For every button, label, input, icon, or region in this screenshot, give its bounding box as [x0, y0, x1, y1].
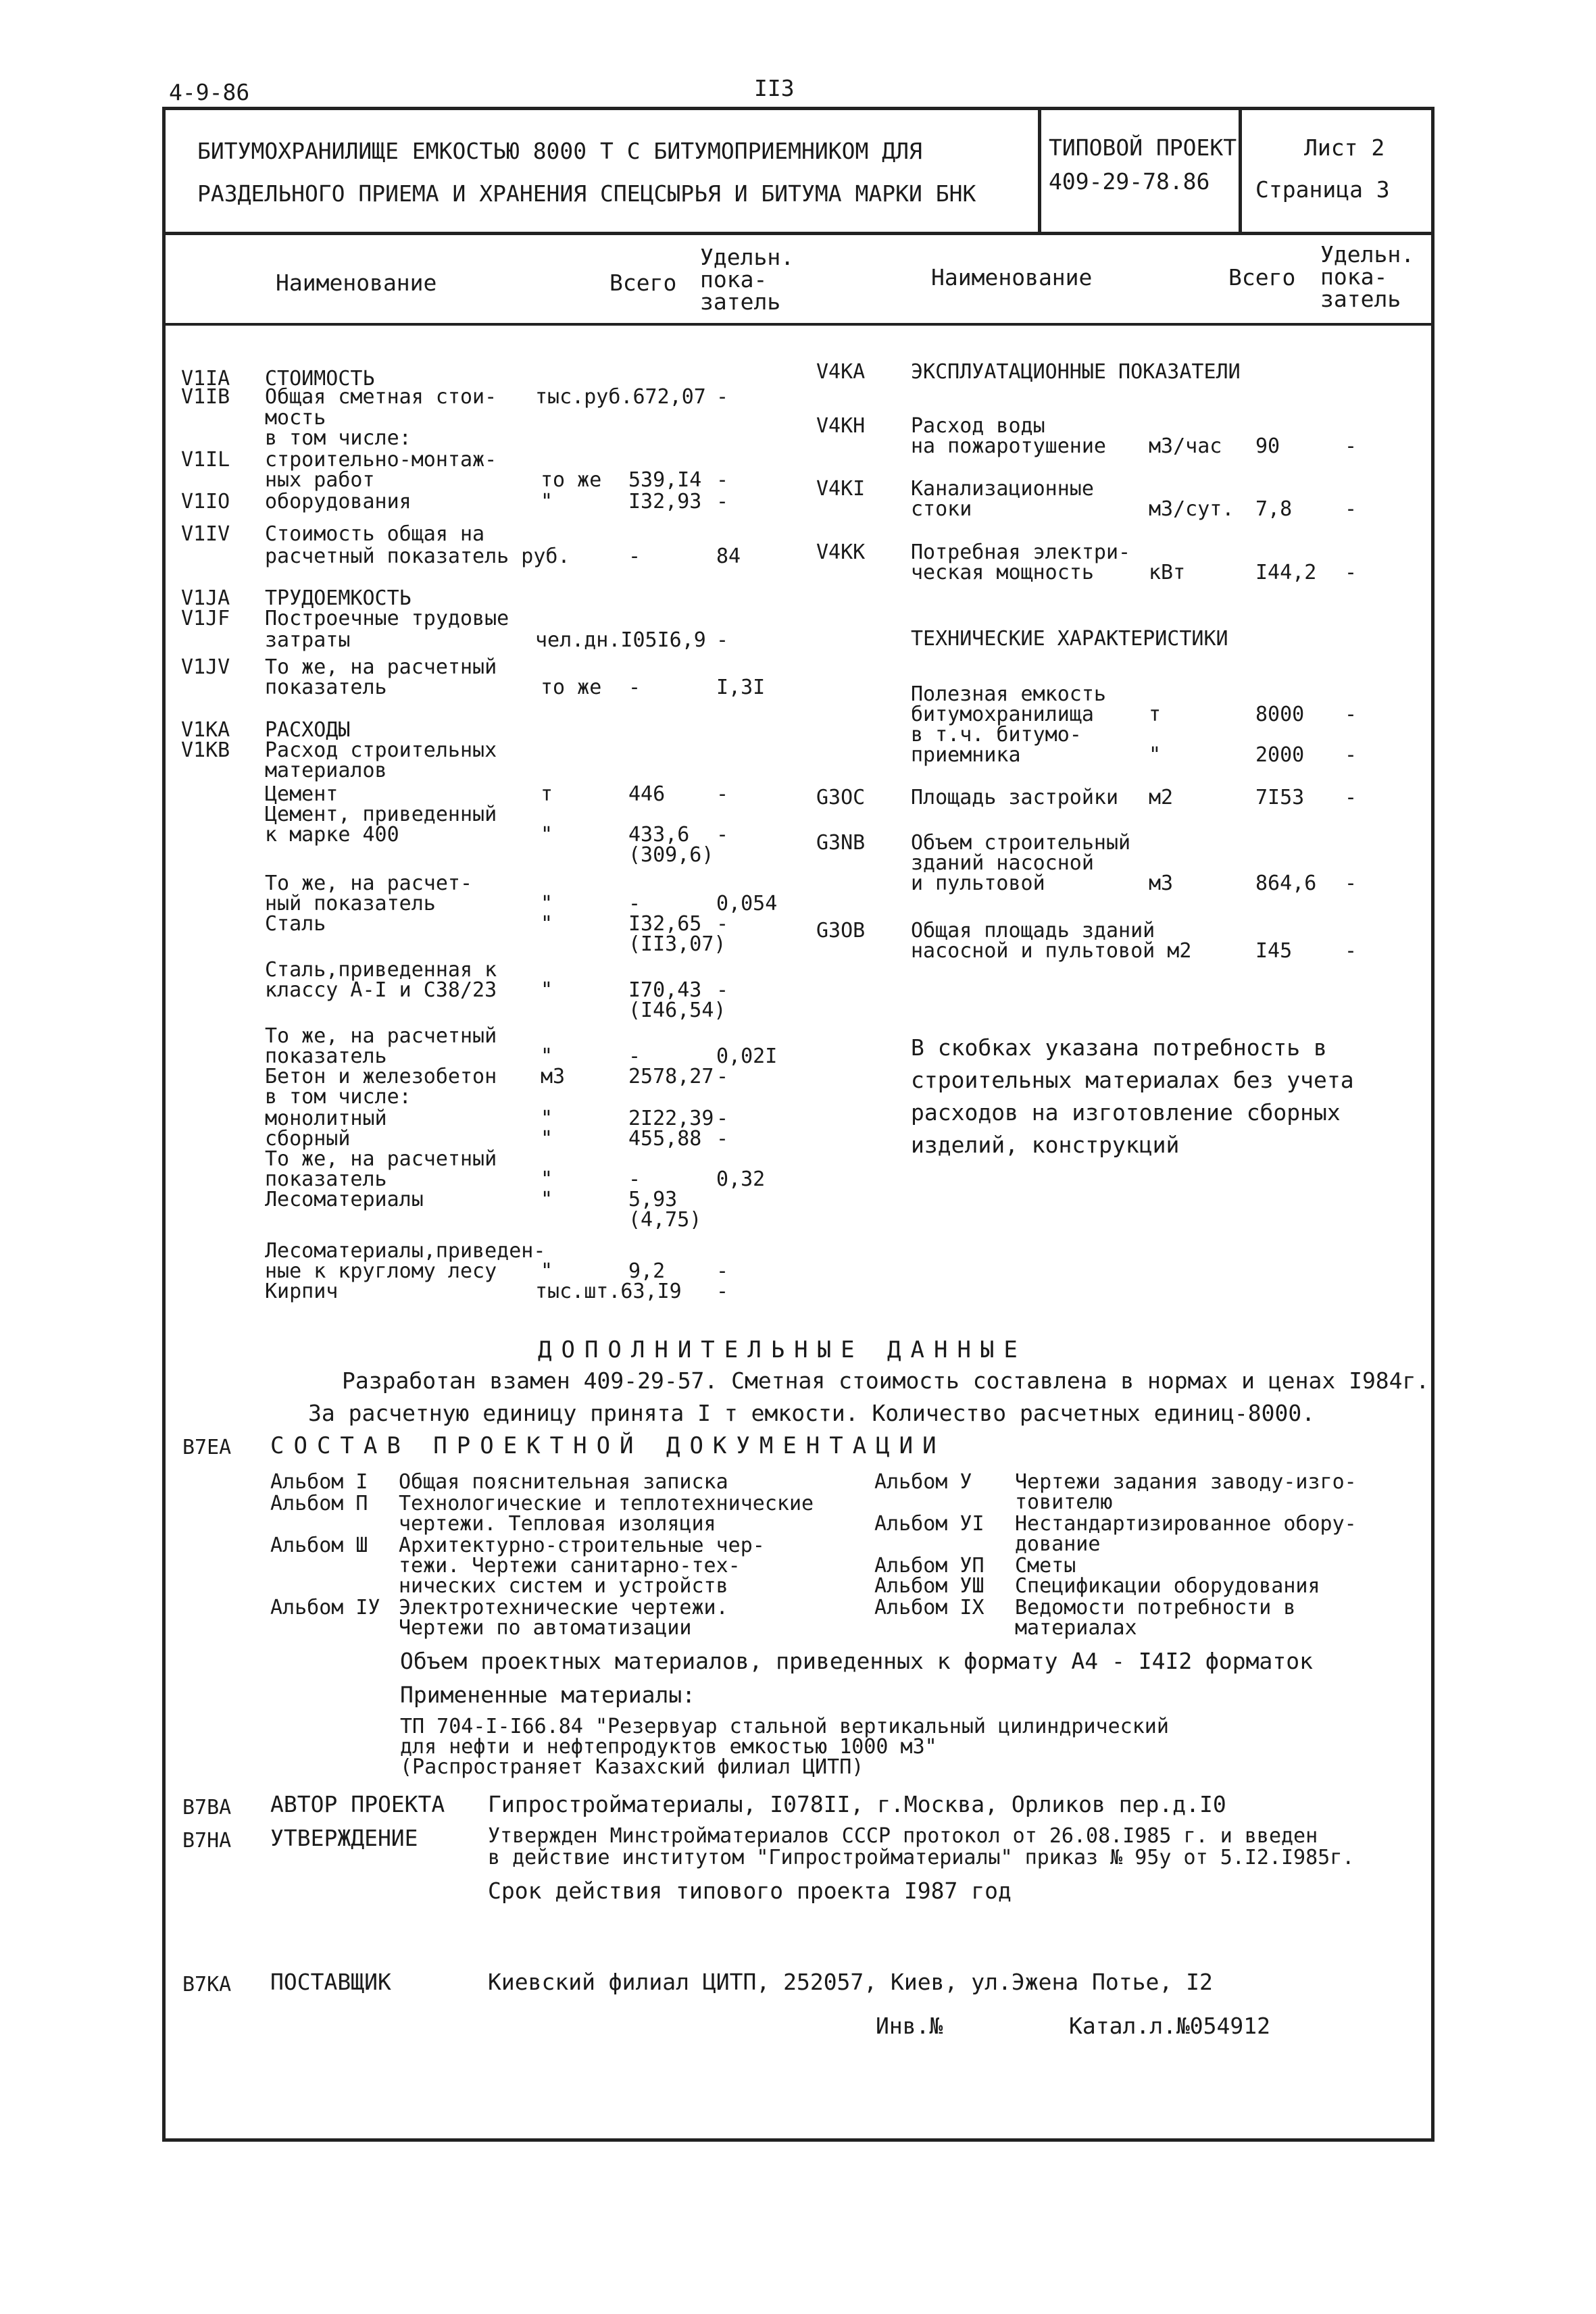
right-row-name: на пожаротушение	[911, 434, 1106, 458]
left-row-total: (309,6)	[628, 843, 714, 867]
left-row-name: ные к круглому лесу	[265, 1259, 497, 1283]
left-row-name: Цемент	[265, 782, 339, 806]
right-row-total: 8000	[1255, 703, 1305, 726]
left-row-total: -	[628, 892, 641, 915]
left-row-spec: -	[716, 912, 729, 936]
note-line-3: расходов на изготовление сборных	[911, 1099, 1341, 1126]
left-row-total: I32,93	[628, 490, 702, 513]
docs-right-text: Чертежи задания заводу-изго-	[1015, 1470, 1357, 1494]
left-row-unit: чел.дн.I05I6,9	[535, 628, 706, 652]
project-label: ТИПОВОЙ ПРОЕКТ	[1049, 134, 1237, 161]
left-row-unit: "	[541, 1188, 553, 1211]
left-row-unit: "	[541, 1259, 553, 1283]
left-row-spec: -	[716, 1127, 729, 1151]
left-row-spec: -	[716, 782, 729, 806]
catalog-number: Катал.л.№054912	[1069, 2013, 1271, 2039]
right-row-spec: -	[1345, 939, 1357, 963]
left-row-name: материалов	[265, 759, 387, 782]
right-row-name: Площадь застройки	[911, 786, 1119, 809]
left-row-unit: "	[541, 912, 553, 936]
left-row-total: -	[628, 676, 641, 699]
left-row-name: То же, на расчет-	[265, 872, 473, 895]
left-row-spec: -	[716, 1065, 729, 1088]
docs-left-album: Альбом П	[270, 1492, 368, 1515]
left-row-total: (II3,07)	[628, 932, 726, 956]
left-row-unit: "	[541, 892, 553, 915]
right-row-name: ТЕХНИЧЕСКИЕ ХАРАКТЕРИСТИКИ	[911, 627, 1228, 651]
left-row-total: I70,43	[628, 978, 702, 1002]
right-row-unit: м3/сут.	[1149, 497, 1235, 521]
title-line-2: РАЗДЕЛЬНОГО ПРИЕМА И ХРАНЕНИЯ СПЕЦСЫРЬЯ И БИТУМА МАРКИ БНК	[197, 180, 976, 207]
left-row-name: ный показатель	[265, 892, 436, 915]
left-row-code: V1JV	[181, 655, 230, 679]
left-row-name: Общая сметная стои-	[265, 385, 497, 409]
left-row-name: РАСХОДЫ	[265, 718, 351, 742]
right-row-unit: м3/час	[1149, 434, 1222, 458]
left-row-total: 433,6	[628, 823, 690, 847]
docs-applied-3: (Распространяет Казахский филиал ЦИТП)	[400, 1755, 864, 1779]
left-row-name: мость	[265, 406, 326, 430]
left-row-total: -	[628, 1045, 641, 1068]
left-row-name: ТРУДОЕМКОСТЬ	[265, 586, 412, 610]
right-row-code: V4KI	[816, 477, 866, 501]
right-row-spec: -	[1345, 497, 1357, 521]
left-row-unit: м3	[541, 1065, 566, 1088]
docs-left-text: чертежи. Тепловая изоляция	[399, 1512, 716, 1536]
left-row-code: V1IO	[181, 490, 230, 513]
right-row-name: Потребная электри-	[911, 540, 1131, 564]
left-row-code: V1IL	[181, 448, 230, 472]
supplier-label: ПОСТАВЩИК	[270, 1969, 391, 1995]
left-row-name: в том числе:	[265, 1085, 412, 1109]
right-row-code: V4KA	[816, 360, 866, 384]
left-row-spec: -	[716, 628, 729, 652]
additional-line-1: Разработан взамен 409-29-57. Сметная стоимость составлена в нормах и ценах I984г.	[342, 1367, 1430, 1394]
approval-code: B7HA	[182, 1829, 232, 1853]
left-row-total: 455,88	[628, 1127, 702, 1151]
left-row-unit: "	[541, 1127, 553, 1151]
right-row-name: Объем строительный	[911, 831, 1131, 855]
left-row-code: V1IB	[181, 385, 230, 409]
col-total-right: Всего	[1228, 264, 1296, 291]
left-row-name: Сталь,приведенная к	[265, 958, 497, 982]
left-row-code: V1JA	[181, 586, 230, 610]
approval-text-3: Срок действия типового проекта I987 год	[488, 1878, 1012, 1904]
page-label: Страница 3	[1255, 176, 1390, 203]
left-row-unit: "	[541, 823, 553, 847]
left-row-name: оборудования	[265, 490, 412, 513]
col-spec-right-2: пока-	[1320, 263, 1388, 290]
docs-right-text: Ведомости потребности в	[1015, 1596, 1296, 1619]
left-row-total: -	[628, 1167, 641, 1191]
right-row-total: I44,2	[1255, 561, 1317, 584]
right-row-total: 2000	[1255, 743, 1305, 767]
left-row-spec: 0,054	[716, 892, 778, 915]
left-row-name: к марке 400	[265, 823, 399, 847]
docs-left-text: Чертежи по автоматизации	[399, 1616, 692, 1640]
col-name-right: Наименование	[931, 264, 1093, 291]
title-line-1: БИТУМОХРАНИЛИЩЕ ЕМКОСТЬЮ 8000 Т С БИТУМОПРИЕМНИКОМ ДЛЯ	[197, 138, 922, 164]
left-row-spec: -	[716, 490, 729, 513]
left-row-unit: "	[541, 1045, 553, 1068]
docs-left-text: Технологические и теплотехнические	[399, 1492, 814, 1515]
right-row-total: 7,8	[1255, 497, 1293, 521]
right-row-name: ЭКСПЛУАТАЦИОННЫЕ ПОКАЗАТЕЛИ	[911, 360, 1241, 384]
left-row-unit: т	[541, 782, 553, 806]
col-spec-left-3: затель	[700, 288, 781, 315]
left-row-name: Лесоматериалы,приведен-	[265, 1239, 546, 1263]
docs-code: B7EA	[182, 1436, 232, 1459]
right-row-unit: т	[1149, 703, 1162, 726]
left-row-name: расчетный показатель руб.	[265, 545, 570, 568]
document-date: 4-9-86	[169, 79, 250, 105]
right-row-unit: "	[1149, 743, 1162, 767]
docs-right-album: Альбом УI	[874, 1512, 984, 1536]
note-line-2: строительных материалах без учета	[911, 1067, 1354, 1093]
author-text: Гипростройматериалы, I078II, г.Москва, Орликов пер.д.I0	[488, 1791, 1226, 1817]
docs-left-text: тежи. Чертежи санитарно-тех-	[399, 1554, 741, 1578]
header-divider	[162, 232, 1435, 235]
left-row-name: То же, на расчетный	[265, 1024, 497, 1048]
docs-right-text: Сметы	[1015, 1554, 1076, 1578]
left-row-spec: 0,32	[716, 1167, 766, 1191]
left-row-code: V1KB	[181, 738, 230, 762]
left-row-name: в том числе:	[265, 426, 412, 450]
right-row-spec: -	[1345, 786, 1357, 809]
docs-right-text: Нестандартизированное обору-	[1015, 1512, 1357, 1536]
docs-applied-1: ТП 704-I-I66.84 "Резервуар стальной вертикальный цилиндрический	[400, 1715, 1169, 1738]
docs-left-text: Архитектурно-строительные чер-	[399, 1534, 765, 1557]
left-row-name: То же, на расчетный	[265, 655, 497, 679]
header-col-divider-2	[1239, 107, 1242, 234]
docs-volume: Объем проектных материалов, приведенных к формату А4 - I4I2 форматок	[400, 1648, 1314, 1674]
left-row-name: СТОИМОСТЬ	[265, 367, 375, 391]
left-row-unit: "	[541, 490, 553, 513]
author-code: B7BA	[182, 1796, 232, 1819]
left-row-total: 2I22,39	[628, 1107, 714, 1130]
left-row-name: сборный	[265, 1127, 351, 1151]
left-row-name: Лесоматериалы	[265, 1188, 424, 1211]
right-row-spec: -	[1345, 743, 1357, 767]
right-row-name: Общая площадь зданий	[911, 919, 1155, 942]
left-row-name: монолитный	[265, 1107, 387, 1130]
col-spec-right-1: Удельн.	[1320, 241, 1415, 268]
right-row-name: в т.ч. битумо-	[911, 723, 1082, 747]
left-row-name: Расход строительных	[265, 738, 497, 762]
left-row-unit: "	[541, 978, 553, 1002]
left-row-name: показатель	[265, 676, 387, 699]
left-row-name: затраты	[265, 628, 351, 652]
docs-right-album: Альбом IX	[874, 1596, 984, 1619]
right-row-name: приемника	[911, 743, 1021, 767]
right-row-code: V4KK	[816, 540, 866, 564]
left-row-unit: тыс.шт.63,I9	[535, 1280, 682, 1303]
left-row-total: 446	[628, 782, 666, 806]
additional-line-2: За расчетную единицу принята I т емкости. Количество расчетных единиц-8000.	[308, 1400, 1316, 1426]
docs-right-album: Альбом УШ	[874, 1574, 984, 1598]
right-row-total: 7I53	[1255, 786, 1305, 809]
col-spec-left-1: Удельн.	[700, 244, 795, 270]
right-row-name: зданий насосной	[911, 851, 1094, 875]
right-row-unit: м3	[1149, 872, 1174, 895]
left-row-total: 5,93	[628, 1188, 678, 1211]
docs-left-text: Электротехнические чертежи.	[399, 1596, 728, 1619]
docs-left-album: Альбом I	[270, 1470, 368, 1494]
docs-heading: СОСТАВ ПРОЕКТНОЙ ДОКУМЕНТАЦИИ	[270, 1432, 946, 1459]
column-header-divider	[162, 323, 1435, 326]
left-row-spec: -	[716, 823, 729, 847]
left-row-spec: -	[716, 468, 729, 492]
right-row-code: V4KH	[816, 414, 866, 438]
docs-right-text: Спецификации оборудования	[1015, 1574, 1320, 1598]
col-spec-left-2: пока-	[700, 266, 768, 293]
additional-heading: ДОПОЛНИТЕЛЬНЫЕ ДАННЫЕ	[538, 1336, 1027, 1363]
left-row-unit: "	[541, 1107, 553, 1130]
right-row-spec: -	[1345, 434, 1357, 458]
docs-left-text: нических систем и устройств	[399, 1574, 728, 1598]
header-col-divider-1	[1038, 107, 1041, 234]
left-row-code: V1JF	[181, 607, 230, 630]
left-row-spec: 0,02I	[716, 1045, 778, 1068]
inventory-number: Инв.№	[876, 2013, 943, 2039]
docs-applied-label: Примененные материалы:	[400, 1682, 696, 1708]
left-row-total: -	[628, 545, 641, 568]
supplier-text: Киевский филиал ЦИТП, 252057, Киев, ул.Эжена Потье, I2	[488, 1969, 1213, 1995]
right-row-name: насосной и пультовой м2	[911, 939, 1192, 963]
right-row-total: 864,6	[1255, 872, 1317, 895]
docs-left-text: Общая пояснительная записка	[399, 1470, 728, 1494]
right-row-name: ческая мощность	[911, 561, 1094, 584]
approval-text-2: в действие институтом "Гипростройматериалы" приказ № 95у от 5.I2.I985г.	[488, 1846, 1355, 1869]
docs-right-text: материалах	[1015, 1616, 1137, 1640]
left-row-name: Построечные трудовые	[265, 607, 509, 630]
docs-right-text: дование	[1015, 1532, 1101, 1556]
page-number: II3	[754, 75, 795, 101]
left-row-total: I32,65	[628, 912, 702, 936]
docs-left-album: Альбом IУ	[270, 1596, 380, 1619]
left-row-name: показатель	[265, 1045, 387, 1068]
left-row-code: V1IA	[181, 367, 230, 391]
left-row-total: (I46,54)	[628, 999, 726, 1022]
supplier-code: B7KA	[182, 1973, 232, 1996]
left-row-name: Кирпич	[265, 1280, 339, 1303]
left-row-unit: то же	[541, 676, 602, 699]
right-row-code: G3NB	[816, 831, 866, 855]
docs-right-text: товителю	[1015, 1490, 1113, 1514]
left-row-name: Бетон и железобетон	[265, 1065, 497, 1088]
left-row-spec: 84	[716, 545, 741, 568]
right-row-spec: -	[1345, 703, 1357, 726]
left-row-unit: "	[541, 1167, 553, 1191]
right-row-name: и пультовой	[911, 872, 1045, 895]
right-row-name: стоки	[911, 497, 972, 521]
project-number: 409-29-78.86	[1049, 168, 1210, 195]
left-row-name: ных работ	[265, 468, 375, 492]
right-row-spec: -	[1345, 561, 1357, 584]
left-row-code: V1IV	[181, 522, 230, 546]
right-row-name: битумохранилища	[911, 703, 1094, 726]
docs-left-album: Альбом Ш	[270, 1534, 368, 1557]
docs-right-album: Альбом У	[874, 1470, 972, 1494]
left-row-name: классу А-I и С38/23	[265, 978, 497, 1002]
left-row-total: 2578,27	[628, 1065, 714, 1088]
left-row-name: Сталь	[265, 912, 326, 936]
left-row-spec: -	[716, 1280, 729, 1303]
left-row-total: 539,I4	[628, 468, 702, 492]
right-row-spec: -	[1345, 872, 1357, 895]
left-row-name: То же, на расчетный	[265, 1147, 497, 1171]
left-row-name: Цемент, приведенный	[265, 803, 497, 826]
left-row-spec: -	[716, 1259, 729, 1283]
docs-right-album: Альбом УП	[874, 1554, 984, 1578]
left-row-total: (4,75)	[628, 1208, 702, 1232]
approval-text-1: Утвержден Минстройматериалов СССР протокол от 26.08.I985 г. и введен	[488, 1824, 1318, 1848]
right-row-total: I45	[1255, 939, 1293, 963]
left-row-spec: -	[716, 1107, 729, 1130]
left-row-name: строительно-монтаж-	[265, 448, 497, 472]
right-row-name: Полезная емкость	[911, 682, 1106, 706]
docs-applied-2: для нефти и нефтепродуктов емкостью 1000 м3"	[400, 1735, 937, 1759]
right-row-unit: кВт	[1149, 561, 1186, 584]
col-total-left: Всего	[609, 270, 677, 296]
col-spec-right-3: затель	[1320, 286, 1401, 312]
approval-label: УТВЕРЖДЕНИЕ	[270, 1825, 418, 1851]
right-row-code: G3OC	[816, 786, 866, 809]
left-row-spec: -	[716, 978, 729, 1002]
right-row-total: 90	[1255, 434, 1280, 458]
left-row-name: Стоимость общая на	[265, 522, 485, 546]
right-row-name: Расход воды	[911, 414, 1045, 438]
author-label: АВТОР ПРОЕКТА	[270, 1791, 445, 1817]
left-row-spec: -	[716, 385, 729, 409]
note-line-4: изделий, конструкций	[911, 1132, 1180, 1158]
left-row-name: показатель	[265, 1167, 387, 1191]
right-row-unit: м2	[1149, 786, 1174, 809]
right-row-code: G3OB	[816, 919, 866, 942]
note-line-1: В скобках указана потребность в	[911, 1034, 1327, 1061]
left-row-spec: I,3I	[716, 676, 766, 699]
left-row-code: V1KA	[181, 718, 230, 742]
col-name-left: Наименование	[276, 270, 437, 296]
left-row-total: 9,2	[628, 1259, 666, 1283]
right-row-name: Канализационные	[911, 477, 1094, 501]
left-row-unit: тыс.руб.672,07	[535, 385, 706, 409]
sheet-label: Лист 2	[1304, 134, 1385, 161]
left-row-unit: то же	[541, 468, 602, 492]
